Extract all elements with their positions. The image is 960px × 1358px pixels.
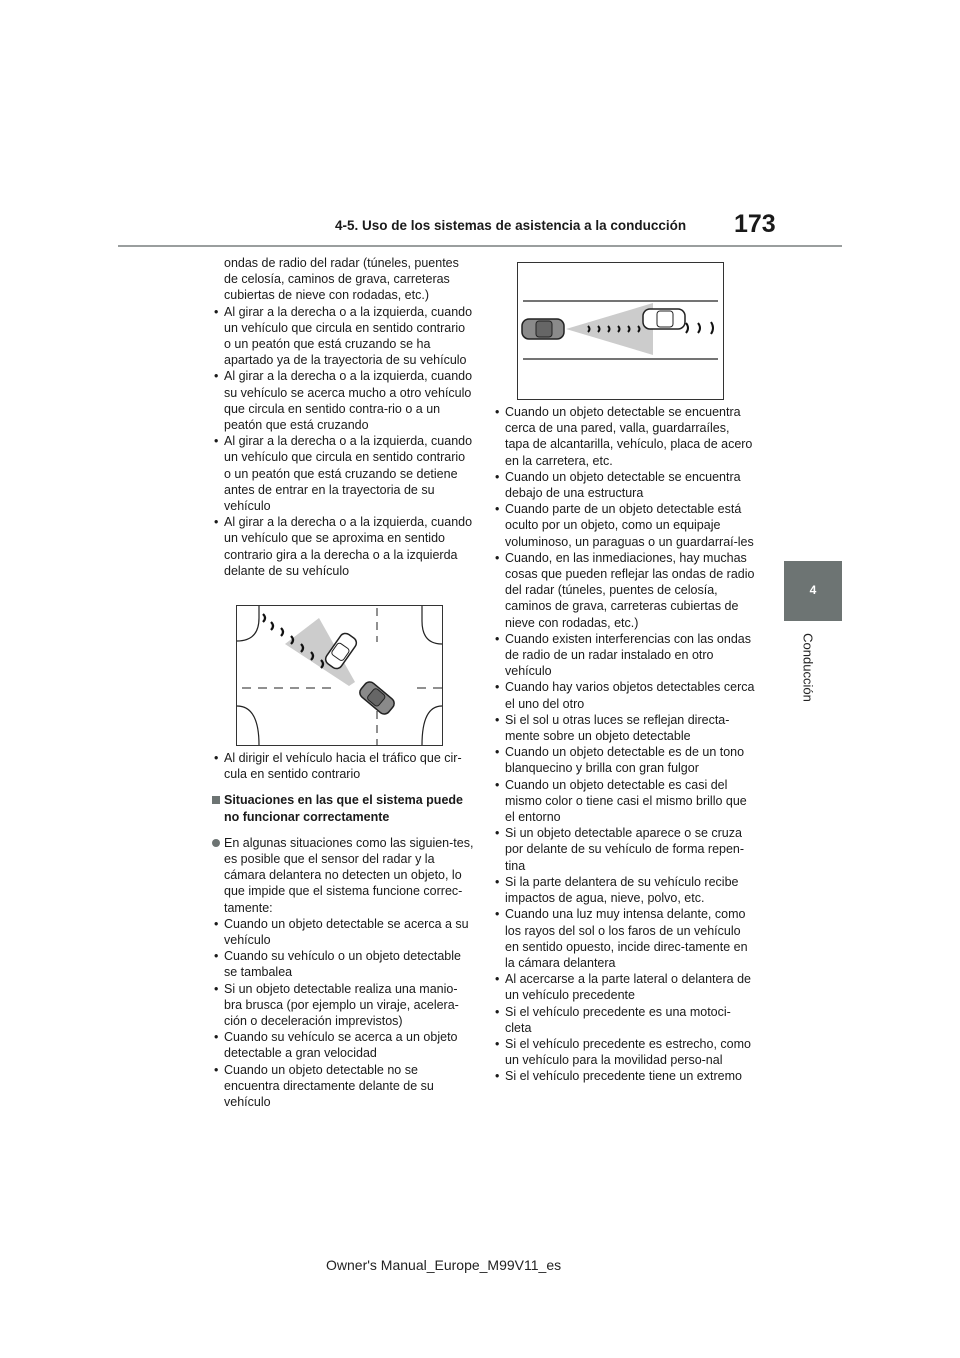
list-item: • Cuando su vehículo o un objeto detectable se tambalea [212,948,474,980]
list-item: • Si la parte delantera de su vehículo recibe impactos de agua, nieve, polvo, etc. [493,874,755,906]
intersection-diagram [237,606,442,745]
list-item: • Cuando un objeto detectable se encuentra cerca de una pared, valla, guardarraíles, tapa de alcantarilla, vehículo, placa de acero en la carretera, etc. [493,404,755,469]
chapter-tab [784,561,842,621]
list-item: • Cuando parte de un objeto detectable está oculto por un objeto, como un equipaje voluminoso, un paraguas o un guardarraí-les [493,501,755,550]
section-title: 4-5. Uso de los sistemas de asistencia a la conducción [335,218,687,233]
left-column-lower [212,750,474,1110]
page-number: 173 [734,210,776,238]
condition-list [212,916,474,1110]
list-item: • Al girar a la derecha o a la izquierda, cuando un vehículo que circula en sentido contrario o un peatón que está cruzando se detiene antes de entrar en la trayectoria de su vehículo [212,433,474,514]
list-item: • Cuando existen interferencias con las ondas de radio de un radar instalado en otro vehículo [493,631,755,680]
list-item: • Cuando un objeto detectable es de un tono blanquecino y brilla con gran fulgor [493,744,755,776]
following-car-illustration [517,262,724,400]
chapter-number: 4 [809,583,817,597]
list-item: • Cuando una luz muy intensa delante, como los rayos del sol o los faros de un vehículo en sentido opuesto, incide direc-tamente en la cámara delantera [493,906,755,971]
circle-paragraph [212,835,474,916]
chapter-label-text: Conducción [800,633,816,702]
continued-paragraph: ondas de radio del radar (túneles, puentes de celosía, caminos de grava, carreteras cubiertas de nieve con rodadas, etc.) [224,256,459,303]
list-item: • Cuando su vehículo se acerca a un objeto detectable a gran velocidad [212,1029,474,1061]
left-column [212,255,474,579]
section-heading-text: Situaciones en las que el sistema puede no funcionar correctamente [224,793,463,824]
list-item: • Cuando un objeto detectable se encuentra debajo de una estructura [493,469,755,501]
list-item: • Si un objeto detectable realiza una manio-bra brusca (por ejemplo un viraje, acelera-ción o deceleración imprevistos) [212,981,474,1030]
list-item: • Si el vehículo precedente tiene un extremo [493,1068,755,1084]
list-item: • Al girar a la derecha o a la izquierda, cuando un vehículo que circula en sentido contrario o un peatón que está cruzando se ha apartado ya de la trayectoria de su vehículo [212,304,474,369]
list-item: • Cuando un objeto detectable es casi del mismo color o tiene casi el mismo brillo que el entorno [493,777,755,826]
chapter-label [798,630,818,710]
list-item: • Al acercarse a la parte lateral o delantera de un vehículo precedente [493,971,755,1003]
header-divider [118,245,842,247]
list-item: • Cuando un objeto detectable no se encuentra directamente delante de su vehículo [212,1062,474,1111]
right-column [493,404,755,1085]
list-item: • Al girar a la derecha o a la izquierda, cuando un vehículo que se aproxima en sentido contrario gira a la derecha o a la izquierda delante de su vehículo [212,514,474,579]
list-item: • Si el vehículo precedente es una motoci-cleta [493,1004,755,1036]
list-item: • Si el sol u otras luces se reflejan directa-mente sobre un objeto detectable [493,712,755,744]
footer-manual-id: Owner's Manual_Europe_M99V11_es [326,1257,562,1273]
circle-paragraph-text: En algunas situaciones como las siguien-tes, es posible que el sensor del radar y la cámara delantera no detecten un objeto, lo que impide que el sistema funcione correc-tamente: [224,835,474,915]
list-item: • Al girar a la derecha o a la izquierda, cuando su vehículo se acerca mucho a otro vehículo que circula en sentido contra-rio o a un peatón que está cruzando [212,368,474,433]
list-item: • Si el vehículo precedente es estrecho, como un vehículo para la movilidad perso-nal [493,1036,755,1068]
list-item: • Cuando hay varios objetos detectables cerca el uno del otro [493,679,755,711]
list-item: • Cuando un objeto detectable se acerca a su vehículo [212,916,474,948]
list-item: • Al dirigir el vehículo hacia el tráfico que cir-cula en sentido contrario [212,750,474,782]
section-heading [212,792,474,824]
following-diagram [518,263,723,399]
list-item: • Cuando, en las inmediaciones, hay muchas cosas que pueden reflejar las ondas de radio del radar (túneles, puentes de celosía, caminos de grava, carreteras cubiertas de nieve con rodadas, etc.) [493,550,755,631]
intersection-turn-illustration [236,605,443,746]
list-item: • Si un objeto detectable aparece o se cruza por delante de su vehículo de forma repen-tina [493,825,755,874]
